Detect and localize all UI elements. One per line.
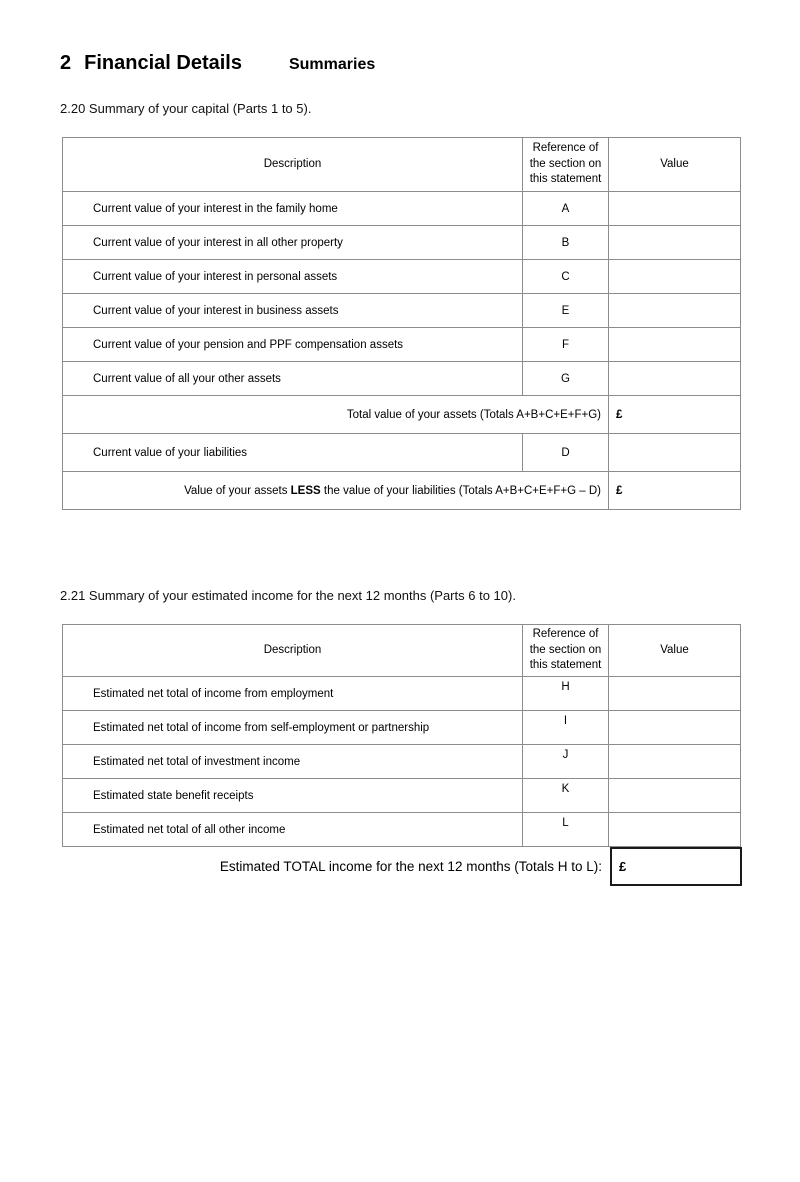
- table-header-row: [63, 138, 741, 192]
- reference-cell: F: [523, 328, 609, 362]
- reference-cell: K: [523, 779, 609, 813]
- value-cell[interactable]: [609, 192, 741, 226]
- title-text: Financial Details: [84, 52, 242, 74]
- description-cell: Current value of your interest in all other property: [63, 226, 523, 260]
- table-row: [63, 745, 741, 779]
- reference-cell: D: [523, 434, 609, 472]
- column-header-reference: Reference of the section on this statement: [523, 625, 609, 677]
- description-cell: Current value of all your other assets: [63, 362, 523, 396]
- value-cell[interactable]: [609, 745, 741, 779]
- description-cell: Estimated net total of income from self-employment or partnership: [63, 711, 523, 745]
- reference-cell: L: [523, 813, 609, 847]
- reference-cell: A: [523, 192, 609, 226]
- income-summary-table: [62, 624, 741, 847]
- table-row: [63, 192, 741, 226]
- reference-cell: H: [523, 677, 609, 711]
- column-header-value: Value: [609, 138, 741, 192]
- section-number: 2: [60, 52, 72, 74]
- pound-sign: £: [619, 859, 627, 874]
- description-cell: Current value of your liabilities: [63, 434, 523, 472]
- net-assets-value-cell[interactable]: [609, 472, 741, 510]
- description-cell: Estimated net total of all other income: [63, 813, 523, 847]
- net-label-suffix: the value of your liabilities (Totals A+B+C+E+F+G – D): [320, 484, 601, 497]
- value-cell[interactable]: [609, 328, 741, 362]
- table-row: [63, 813, 741, 847]
- description-cell: Current value of your pension and PPF compensation assets: [63, 328, 523, 362]
- value-cell[interactable]: [609, 779, 741, 813]
- net-label-bold: LESS: [290, 484, 321, 497]
- form-page: [0, 52, 800, 886]
- net-assets-row: [63, 472, 741, 510]
- value-cell[interactable]: [609, 434, 741, 472]
- reference-cell: J: [523, 745, 609, 779]
- reference-cell: C: [523, 260, 609, 294]
- table-header-row: [63, 625, 741, 677]
- description-cell: Estimated net total of income from employment: [63, 677, 523, 711]
- table-row: [63, 362, 741, 396]
- liabilities-row: [63, 434, 741, 472]
- pound-sign: £: [616, 484, 623, 497]
- income-total-row: [62, 847, 742, 886]
- table-row: [63, 328, 741, 362]
- value-cell[interactable]: [609, 813, 741, 847]
- income-total-value-box[interactable]: [610, 847, 742, 886]
- table-row: [63, 294, 741, 328]
- capital-summary-table: [62, 137, 741, 510]
- table-row: [63, 677, 741, 711]
- value-cell[interactable]: [609, 294, 741, 328]
- value-cell[interactable]: [609, 677, 741, 711]
- pound-sign: £: [616, 408, 623, 421]
- assets-total-row: [63, 396, 741, 434]
- column-header-description: Description: [63, 625, 523, 677]
- income-summary-heading: 2.21 Summary of your estimated income for the next 12 months (Parts 6 to 10).: [60, 588, 516, 603]
- assets-total-label: Total value of your assets (Totals A+B+C+E+F+G): [63, 396, 609, 434]
- description-cell: Current value of your interest in personal assets: [63, 260, 523, 294]
- title-subtitle: Summaries: [288, 56, 376, 73]
- page-title: [60, 52, 740, 74]
- description-cell: Estimated state benefit receipts: [63, 779, 523, 813]
- net-label-prefix: Value of your assets: [184, 484, 291, 497]
- income-total-label: Estimated TOTAL income for the next 12 months (Totals H to L):: [219, 859, 602, 874]
- table-row: [63, 779, 741, 813]
- value-cell[interactable]: [609, 362, 741, 396]
- value-cell[interactable]: [609, 226, 741, 260]
- table-row: [63, 711, 741, 745]
- description-cell: Estimated net total of investment income: [63, 745, 523, 779]
- value-cell[interactable]: [609, 711, 741, 745]
- capital-summary-heading: 2.20 Summary of your capital (Parts 1 to 5).: [60, 101, 312, 116]
- description-cell: Current value of your interest in business assets: [63, 294, 523, 328]
- table-row: [63, 226, 741, 260]
- net-assets-label: [63, 472, 609, 510]
- description-cell: Current value of your interest in the family home: [63, 192, 523, 226]
- reference-cell: B: [523, 226, 609, 260]
- column-header-value: Value: [609, 625, 741, 677]
- assets-total-value-cell[interactable]: [609, 396, 741, 434]
- reference-cell: E: [523, 294, 609, 328]
- table-row: [63, 260, 741, 294]
- value-cell[interactable]: [609, 260, 741, 294]
- reference-cell: G: [523, 362, 609, 396]
- reference-cell: I: [523, 711, 609, 745]
- column-header-description: Description: [63, 138, 523, 192]
- column-header-reference: Reference of the section on this statement: [523, 138, 609, 192]
